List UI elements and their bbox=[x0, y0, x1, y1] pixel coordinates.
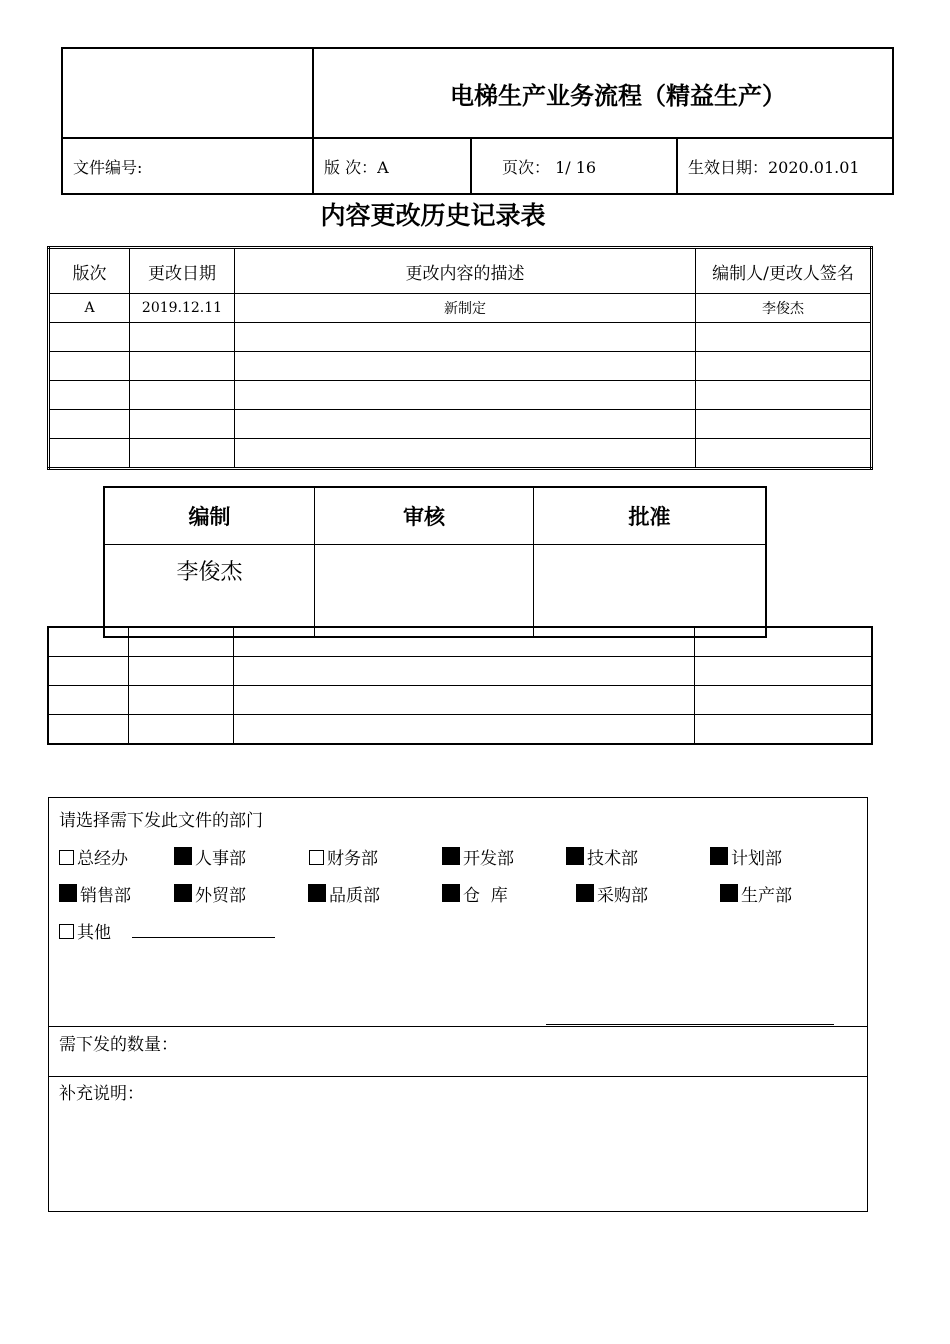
table-row bbox=[49, 294, 872, 323]
checked-box-icon bbox=[442, 884, 460, 902]
quantity-label: 需下发的数量： bbox=[59, 1035, 178, 1055]
logo-cell bbox=[62, 48, 313, 138]
checked-box-icon bbox=[174, 884, 192, 902]
page-label: 页次： 1/ 16 bbox=[471, 138, 677, 194]
column-header-description: 更改内容的描述 bbox=[235, 248, 696, 294]
checked-box-icon bbox=[710, 847, 728, 865]
document-title: 电梯生产业务流程（精益生产） bbox=[313, 48, 893, 138]
table-cell bbox=[234, 715, 695, 745]
approval-reviewed-value bbox=[315, 545, 534, 638]
distribution-prompt: 请选择需下发此文件的部门 bbox=[59, 811, 263, 831]
table-cell: 新制定 bbox=[235, 294, 696, 323]
table-row bbox=[48, 627, 872, 657]
table-cell bbox=[129, 686, 234, 715]
table-cell bbox=[696, 381, 872, 410]
effective-date-label: 生效日期：2020.01.01 bbox=[677, 138, 893, 194]
dept-checkbox-purchasing[interactable]: 采购部 bbox=[576, 881, 648, 906]
table-row bbox=[49, 352, 872, 381]
approval-approved-value bbox=[534, 545, 767, 638]
version-label: 版 次：A bbox=[313, 138, 471, 194]
table-cell bbox=[695, 657, 873, 686]
dept-checkbox-general-office[interactable]: 总经办 bbox=[59, 844, 128, 869]
table-cell bbox=[695, 627, 873, 657]
dept-checkbox-foreign-trade[interactable]: 外贸部 bbox=[174, 881, 246, 906]
table-row bbox=[49, 381, 872, 410]
table-row bbox=[48, 715, 872, 745]
dept-checkbox-quality[interactable]: 品质部 bbox=[308, 881, 380, 906]
checked-box-icon bbox=[442, 847, 460, 865]
approval-header-approved: 批准 bbox=[534, 487, 767, 545]
table-cell bbox=[695, 715, 873, 745]
table-cell bbox=[49, 381, 130, 410]
table-cell bbox=[235, 323, 696, 352]
table-cell bbox=[235, 439, 696, 469]
divider bbox=[49, 1026, 867, 1027]
doc-number-label: 文件编号: bbox=[62, 138, 313, 194]
table-cell bbox=[234, 686, 695, 715]
table-cell bbox=[235, 381, 696, 410]
document-header bbox=[61, 47, 894, 195]
column-header-date: 更改日期 bbox=[130, 248, 235, 294]
other-blank-line[interactable] bbox=[132, 937, 275, 938]
table-cell bbox=[48, 715, 129, 745]
divider bbox=[49, 1076, 867, 1077]
table-cell bbox=[696, 323, 872, 352]
checkbox-icon bbox=[309, 850, 324, 865]
table-cell bbox=[129, 657, 234, 686]
table-cell bbox=[48, 657, 129, 686]
table-cell bbox=[48, 686, 129, 715]
column-header-version: 版次 bbox=[49, 248, 130, 294]
table-cell bbox=[130, 323, 235, 352]
history-table-title: 内容更改历史记录表 bbox=[320, 201, 546, 230]
distribution-section bbox=[48, 797, 868, 1212]
table-cell bbox=[130, 439, 235, 469]
history-table-continued bbox=[47, 626, 873, 745]
table-cell bbox=[695, 686, 873, 715]
table-cell bbox=[234, 657, 695, 686]
table-cell bbox=[235, 410, 696, 439]
approval-header-reviewed: 审核 bbox=[315, 487, 534, 545]
table-cell: 2019.12.11 bbox=[130, 294, 235, 323]
table-cell bbox=[130, 352, 235, 381]
table-row bbox=[48, 657, 872, 686]
approval-header-prepared: 编制 bbox=[104, 487, 315, 545]
table-cell bbox=[129, 627, 234, 657]
table-cell bbox=[49, 352, 130, 381]
history-table bbox=[47, 246, 873, 470]
checked-box-icon bbox=[308, 884, 326, 902]
table-cell bbox=[129, 715, 234, 745]
checkbox-icon bbox=[59, 850, 74, 865]
table-cell bbox=[696, 352, 872, 381]
approval-table bbox=[103, 486, 767, 638]
table-cell bbox=[234, 627, 695, 657]
checked-box-icon bbox=[720, 884, 738, 902]
table-cell bbox=[235, 352, 696, 381]
table-cell bbox=[49, 323, 130, 352]
table-cell bbox=[130, 410, 235, 439]
column-header-signature: 编制人/更改人签名 bbox=[696, 248, 872, 294]
table-cell: A bbox=[49, 294, 130, 323]
dept-checkbox-hr[interactable]: 人事部 bbox=[174, 844, 246, 869]
dept-checkbox-sales[interactable]: 销售部 bbox=[59, 881, 131, 906]
table-cell: 李俊杰 bbox=[696, 294, 872, 323]
table-row bbox=[49, 410, 872, 439]
approval-prepared-value: 李俊杰 bbox=[104, 545, 315, 638]
checkbox-icon bbox=[59, 924, 74, 939]
dept-checkbox-finance[interactable]: 财务部 bbox=[309, 844, 378, 869]
table-cell bbox=[696, 439, 872, 469]
table-cell bbox=[49, 439, 130, 469]
note-label: 补充说明： bbox=[59, 1084, 144, 1104]
checked-box-icon bbox=[174, 847, 192, 865]
dept-checkbox-development[interactable]: 开发部 bbox=[442, 844, 514, 869]
dept-checkbox-other[interactable]: 其他 bbox=[59, 918, 111, 943]
dept-checkbox-technical[interactable]: 技术部 bbox=[566, 844, 638, 869]
checked-box-icon bbox=[59, 884, 77, 902]
dept-checkbox-planning[interactable]: 计划部 bbox=[710, 844, 782, 869]
table-cell bbox=[48, 627, 129, 657]
table-row bbox=[48, 686, 872, 715]
table-cell bbox=[696, 410, 872, 439]
dept-checkbox-warehouse[interactable]: 仓 库 bbox=[442, 881, 508, 906]
table-cell bbox=[49, 410, 130, 439]
table-cell bbox=[130, 381, 235, 410]
signature-line bbox=[546, 1024, 834, 1025]
table-row bbox=[49, 439, 872, 469]
checked-box-icon bbox=[576, 884, 594, 902]
checked-box-icon bbox=[566, 847, 584, 865]
table-row bbox=[49, 323, 872, 352]
dept-checkbox-production[interactable]: 生产部 bbox=[720, 881, 792, 906]
